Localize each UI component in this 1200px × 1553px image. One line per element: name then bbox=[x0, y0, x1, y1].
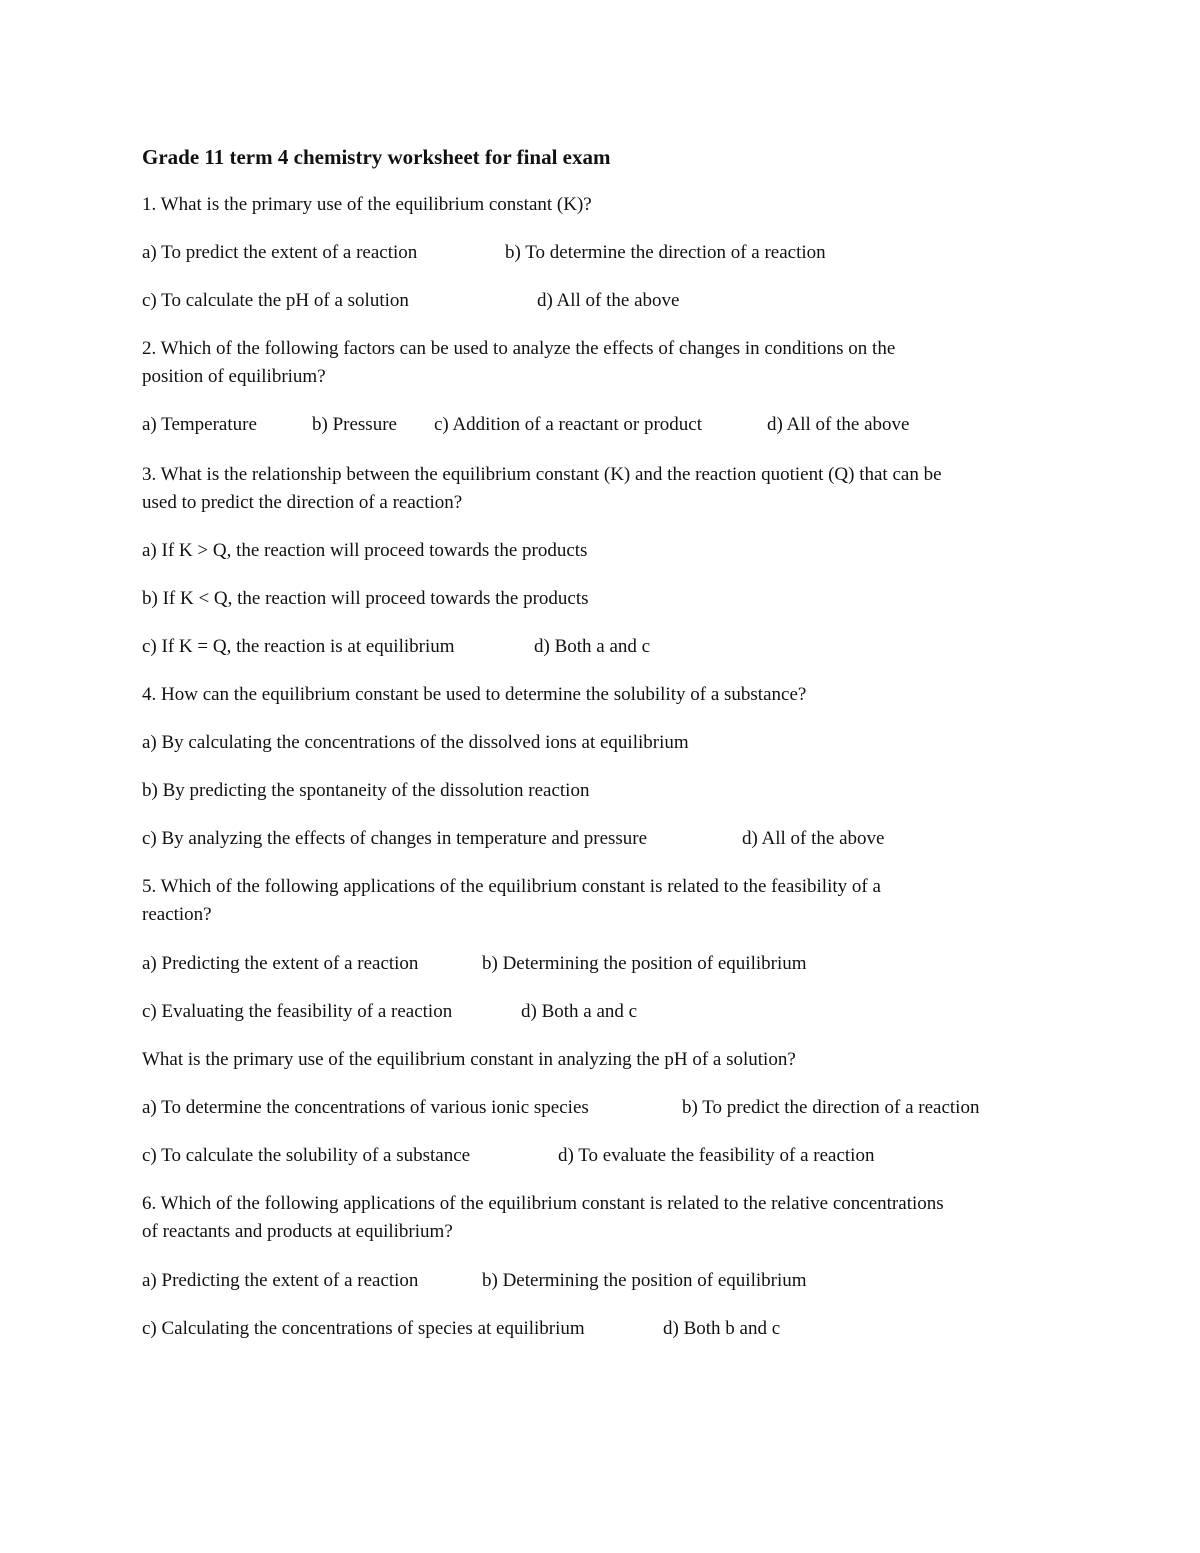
question-5-line-1: 5. Which of the following applications of the equilibrium constant is related to the feasibility of a bbox=[142, 876, 881, 897]
q1-option-c: c) To calculate the pH of a solution bbox=[142, 290, 409, 311]
q3-option-c: c) If K = Q, the reaction is at equilibrium bbox=[142, 636, 455, 657]
q2-option-c: c) Addition of a reactant or product bbox=[434, 414, 703, 435]
question-2-line-1: 2. Which of the following factors can be used to analyze the effects of changes in conditions on the bbox=[142, 338, 896, 359]
question-4: 4. How can the equilibrium constant be used to determine the solubility of a substance? bbox=[142, 684, 807, 705]
qu-option-a: a) To determine the concentrations of various ionic species bbox=[142, 1097, 589, 1118]
q4-option-c: c) By analyzing the effects of changes in temperature and pressure bbox=[142, 828, 648, 849]
q5-option-a: a) Predicting the extent of a reaction bbox=[142, 953, 419, 974]
q3-option-b: b) If K < Q, the reaction will proceed towards the products bbox=[142, 588, 589, 609]
question-unnumbered: What is the primary use of the equilibrium constant in analyzing the pH of a solution? bbox=[142, 1049, 796, 1070]
question-3-line-2: used to predict the direction of a reaction? bbox=[142, 492, 463, 513]
qu-option-c: c) To calculate the solubility of a substance bbox=[142, 1145, 471, 1166]
q4-option-b: b) By predicting the spontaneity of the dissolution reaction bbox=[142, 780, 590, 801]
q5-option-b: b) Determining the position of equilibrium bbox=[482, 953, 807, 974]
q1-option-d: d) All of the above bbox=[537, 290, 680, 311]
question-6-line-1: 6. Which of the following applications of the equilibrium constant is related to the relative concentrations bbox=[142, 1193, 944, 1214]
q1-option-a: a) To predict the extent of a reaction bbox=[142, 242, 418, 263]
question-3-line-1: 3. What is the relationship between the equilibrium constant (K) and the reaction quotient (Q) that can be bbox=[142, 464, 942, 485]
question-6-line-2: of reactants and products at equilibrium? bbox=[142, 1221, 453, 1242]
q3-option-a: a) If K > Q, the reaction will proceed towards the products bbox=[142, 540, 588, 561]
q2-option-d: d) All of the above bbox=[767, 414, 910, 435]
qu-option-b: b) To predict the direction of a reaction bbox=[682, 1097, 980, 1118]
q6-option-c: c) Calculating the concentrations of species at equilibrium bbox=[142, 1318, 585, 1339]
q5-option-c: c) Evaluating the feasibility of a reaction bbox=[142, 1001, 453, 1022]
q4-option-a: a) By calculating the concentrations of the dissolved ions at equilibrium bbox=[142, 732, 689, 753]
page-title: Grade 11 term 4 chemistry worksheet for final exam bbox=[142, 145, 611, 169]
q1-option-b: b) To determine the direction of a reaction bbox=[505, 242, 826, 263]
q5-option-d: d) Both a and c bbox=[521, 1001, 638, 1022]
question-1: 1. What is the primary use of the equilibrium constant (K)? bbox=[142, 194, 592, 215]
q6-option-d: d) Both b and c bbox=[663, 1318, 781, 1339]
q3-option-d: d) Both a and c bbox=[534, 636, 651, 657]
q4-option-d: d) All of the above bbox=[742, 828, 885, 849]
q6-option-a: a) Predicting the extent of a reaction bbox=[142, 1270, 419, 1291]
qu-option-d: d) To evaluate the feasibility of a reaction bbox=[558, 1145, 875, 1166]
question-2-line-2: position of equilibrium? bbox=[142, 366, 326, 387]
q2-option-b: b) Pressure bbox=[312, 414, 397, 435]
q2-option-a: a) Temperature bbox=[142, 414, 257, 435]
question-5-line-2: reaction? bbox=[142, 904, 212, 925]
q6-option-b: b) Determining the position of equilibrium bbox=[482, 1270, 807, 1291]
